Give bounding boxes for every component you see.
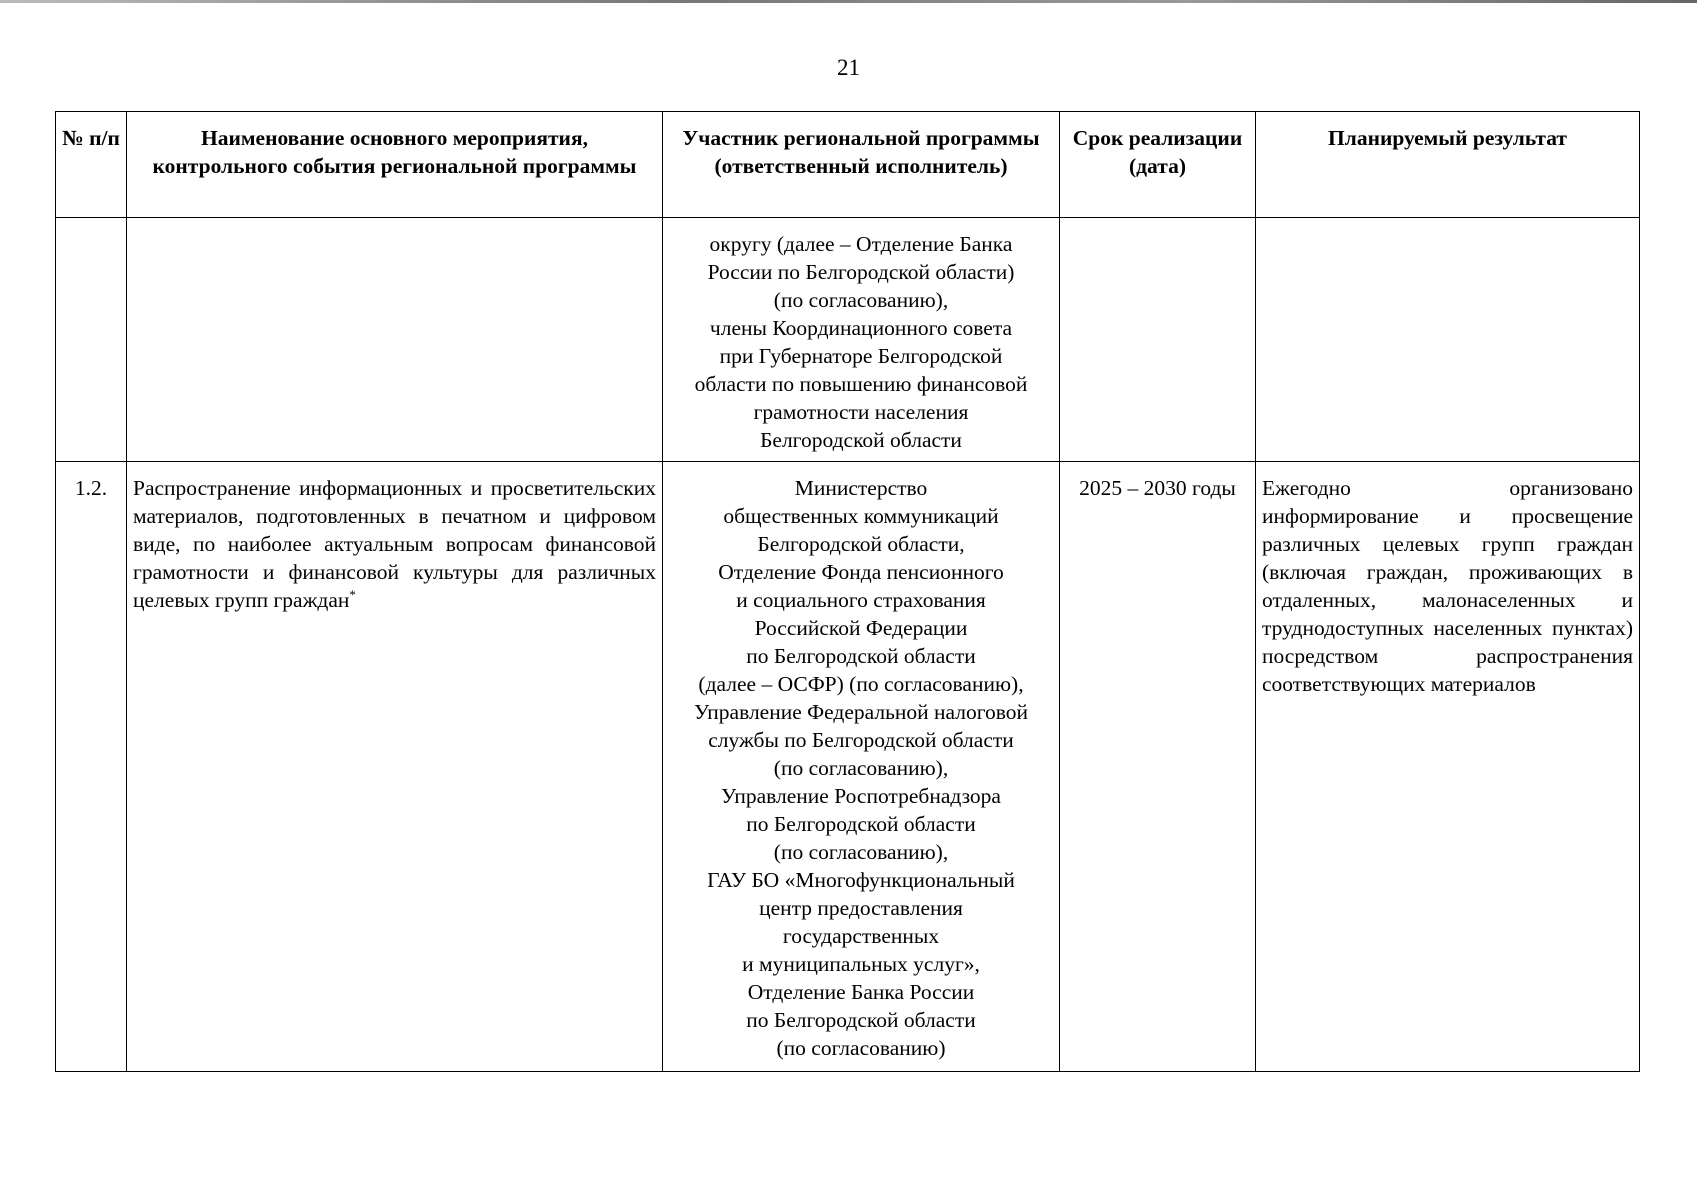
participant-line: центр предоставления [759,896,963,920]
header-term: Срок реализации (дата) [1060,112,1256,218]
cell-result: Ежегодно организовано информирование и просвещение различных целевых групп граждан (включая граждан, проживающих в отдаленных, малонаселенных и труднодоступных населенных пунктах) посредством распространения соответствующих материалов [1256,462,1640,1072]
cell-name [127,462,663,1072]
participant-line: и муниципальных услуг», [742,952,980,976]
participant-line: и социального страхования [736,588,986,612]
participant-line: Отделение Банка России [747,980,975,1004]
participant-line: службы по Белгородской области [708,728,1014,752]
cell-participant [663,218,1060,462]
participant-line: Управление Федеральной налоговой [693,700,1029,724]
participant-line: ГАУ БО «Многофункциональный [707,868,1015,892]
participant-line: Отделение Фонда пенсионного [718,560,1004,584]
participant-line: Белгородской области, [757,532,965,556]
cell-participant [663,462,1060,1072]
cell-result [1256,218,1640,462]
participant-line: члены Координационного совета [709,316,1013,340]
table-header-row [56,112,1640,218]
cell-term [1060,218,1256,462]
header-participant: Участник региональной программы (ответственный исполнитель) [663,112,1060,218]
program-table [55,111,1640,1072]
participant-line: при Губернаторе Белгородской [719,344,1003,368]
participant-line: (по согласованию) [776,1036,946,1060]
participant-line: государственных [782,924,940,948]
page-number: 21 [837,55,860,80]
table-row [56,462,1640,1072]
table-row [56,218,1640,462]
cell-term: 2025 – 2030 годы [1060,462,1256,1072]
participant-line: Министерство [794,476,928,500]
participant-line: по Белгородской области [746,1008,976,1032]
participant-line: (по согласованию), [773,840,949,864]
cell-num [56,218,127,462]
cell-name [127,218,663,462]
participant-line: общественных коммуникаций [723,504,999,528]
participant-line: (по согласованию), [773,756,949,780]
participant-line: России по Белгородской области) [707,260,1015,284]
participant-line: Управление Роспотребнадзора [721,784,1001,808]
header-name: Наименование основного мероприятия, контрольного события региональной программы [127,112,663,218]
participant-line: (по согласованию), [773,288,949,312]
participant-line: по Белгородской области [746,644,976,668]
header-result: Планируемый результат [1256,112,1640,218]
header-num: № п/п [56,112,127,218]
cell-name-text: Распространение информационных и просветительских материалов, подготовленных в печатном и цифровом виде, по наиболее актуальным вопросам финансовой грамотности и финансовой культуры для различных целевых групп граждан [133,476,656,612]
participant-line: (далее – ОСФР) (по согласованию), [698,672,1024,696]
scan-top-edge [0,0,1697,3]
participant-line: грамотности населения [753,400,969,424]
participant-line: области по повышению финансовой [694,372,1028,396]
cell-num: 1.2. [56,462,127,1072]
participant-line: округу (далее – Отделение Банка [709,232,1013,256]
participant-line: Белгородской области [760,428,962,452]
participant-line: по Белгородской области [746,812,976,836]
footnote-mark: * [349,586,356,602]
participant-line: Российской Федерации [754,616,968,640]
